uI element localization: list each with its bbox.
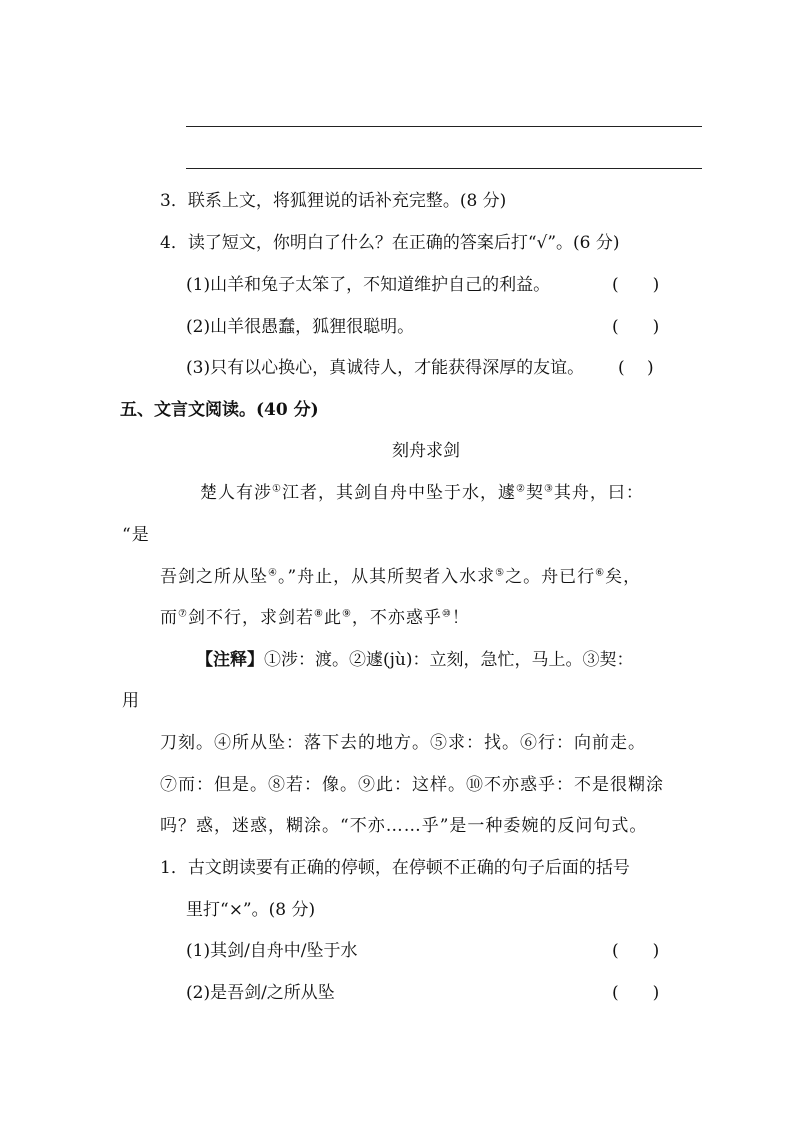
section-5-heading: 五、文言文阅读。(40 分) [120,400,319,420]
passage-text: 。”舟止，从其所契者入水求 [277,567,496,587]
note-marker-5: ⑤ [495,567,506,579]
notes-line-4: ⑦而：但是。⑧若：像。⑨此：这样。⑩不亦惑乎：不是很糊涂 [160,775,664,795]
passage-text: 其舟，曰： [553,483,644,503]
passage-line-2: “是 [122,525,150,545]
s5-question-1-cont: 里打“×”。(8 分) [186,900,316,920]
s5-q1-option-2-answer-box[interactable]: ( ) [612,983,660,1003]
answer-line-1[interactable] [186,126,702,127]
notes-text: ①涉：渡。②遽(jù)：立刻，急忙，马上。③契： [264,650,634,670]
note-marker-2: ② [515,483,526,495]
notes-line-1 [196,649,633,671]
q4-option-1-answer-box[interactable]: ( ) [612,275,660,295]
notes-label: 【注释】 [196,650,264,670]
passage-text: 吾剑之所从坠 [160,567,268,587]
s5-question-1: 1．古文朗读要有正确的停顿，在停顿不正确的句子后面的括号 [160,858,630,878]
note-marker-9: ⑨ [341,608,352,620]
note-marker-4: ④ [268,567,278,579]
note-marker-6: ⑥ [595,567,606,579]
s5-q1-option-1: (1)其剑/自舟中/坠于水 [186,941,358,961]
passage-line-1 [200,482,644,504]
passage-text: 矣， [605,567,642,587]
s5-q1-option-2: (2)是吾剑/之所从坠 [186,983,335,1003]
passage-line-3 [160,566,641,588]
passage-text: ，不亦惑乎 [351,608,442,628]
passage-text: 此 [323,608,342,628]
notes-line-3: 刀刻。④所从坠：落下去的地方。⑤求：找。⑥行：向前走。 [160,733,646,753]
passage-text: 剑不行，求剑若 [187,608,314,628]
passage-text: 江者，其剑自舟中坠于水，遽 [281,483,516,503]
q4-option-2: (2)山羊很愚蠢，狐狸很聪明。 [186,317,415,337]
question-4: 4．读了短文，你明白了什么？在正确的答案后打“√”。(6 分) [160,233,620,253]
passage-text: 之。舟已行 [505,567,596,587]
s5-q1-option-1-answer-box[interactable]: ( ) [612,941,660,961]
passage-line-4 [160,607,470,629]
passage-text: 而 [160,608,178,628]
note-marker-1: ① [272,483,282,495]
note-marker-8: ⑧ [313,608,324,620]
notes-line-5: 吗？惑，迷惑，糊涂。“不亦……乎”是一种委婉的反问句式。 [160,816,648,836]
note-marker-7: ⑦ [178,608,188,620]
notes-line-2: 用 [122,691,139,711]
note-marker-3: ③ [543,483,554,495]
q4-option-2-answer-box[interactable]: ( ) [612,317,660,337]
passage-text: 楚人有涉 [200,483,272,503]
passage-text: ！ [451,608,470,628]
q4-option-3: (3)只有以心换心，真诚待人，才能获得深厚的友谊。 [186,358,585,378]
question-3: 3．联系上文，将狐狸说的话补充完整。(8 分) [160,191,507,211]
q4-option-1: (1)山羊和兔子太笨了，不知道维护自己的利益。 [186,275,551,295]
passage-text: 契 [525,483,544,503]
note-marker-10: ⑩ [441,608,452,620]
passage-title: 刻舟求剑 [392,441,460,461]
q4-option-3-answer-box[interactable]: ( ) [618,358,654,378]
answer-line-2[interactable] [186,168,702,169]
